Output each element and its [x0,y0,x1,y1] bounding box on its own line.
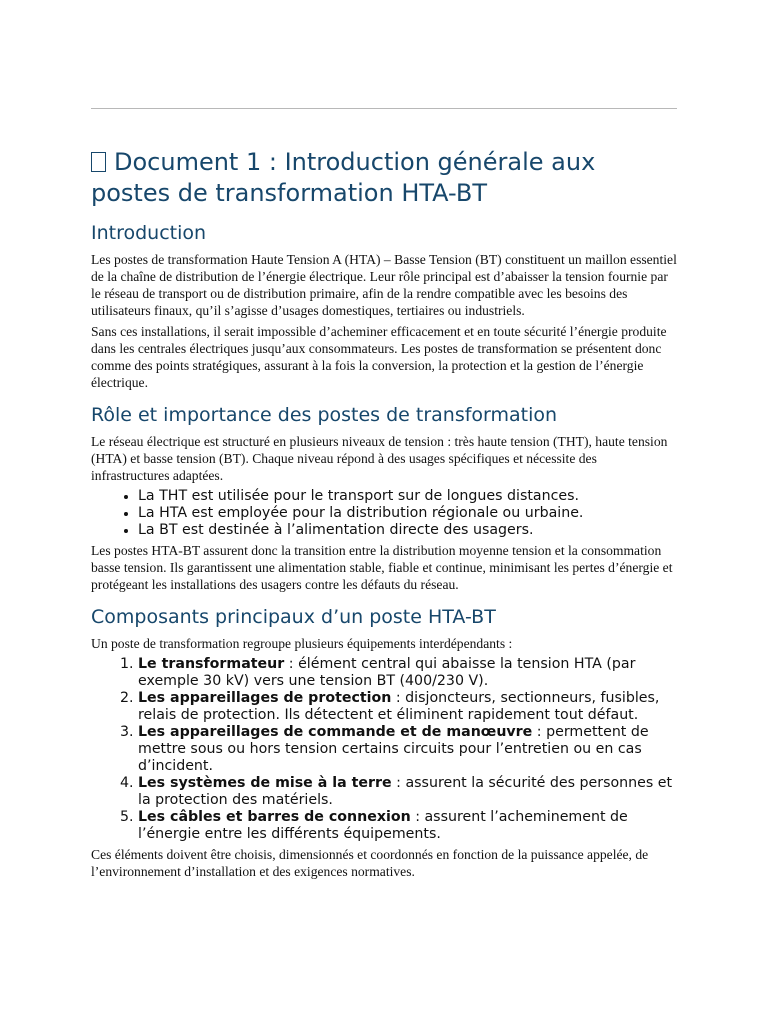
role-intro-paragraph: Le réseau électrique est structuré en plusieurs niveaux de tension : très haute tension (THT), haute tension (HTA) et basse tension (BT). Chaque niveau répond à des usages spécifiques et nécessite des infrastructures adaptées. [91,434,668,483]
list-item [138,809,677,843]
intro-paragraph-1: Les postes de transformation Haute Tension A (HTA) – Basse Tension (BT) constituent un maillon essentiel de la chaîne de distribution de l’énergie électrique. Leur rôle principal est d’abaisser la tension fournie par le réseau de transport ou de distribution primaire, afin de la rendre compatible avec les besoins des utilisateurs finaux, qu’il s’agisse d’usages domestiques, tertiaires ou industriels. [91,252,677,318]
component-desc: : assurent l’acheminement de l’énergie entre les différents équipements. [138,809,628,842]
list-item [138,724,677,775]
list-item: • La THT est utilisée pour le transport sur de longues distances. [138,488,677,505]
role-outro-paragraph: Les postes HTA-BT assurent donc la transition entre la distribution moyenne tension et la consommation basse tension. Ils garantissent une alimentation stable, fiable et continue, minimisant les pertes d’énergie et protégeant les installations des usagers contre les défauts du réseau. [91,543,673,592]
component-term: Les câbles et barres de connexion [138,809,411,825]
document-icon [91,152,106,172]
components-outro-paragraph: Ces éléments doivent être choisis, dimensionnés et coordonnés en fonction de la puissance appelée, de l’environnement d’installation et des exigences normatives. [91,847,649,879]
component-term: Les systèmes de mise à la terre [138,775,392,791]
voltage-levels-list [91,488,677,539]
component-desc: : permettent de mettre sous ou hors tension certains circuits pour l’entretien ou en cas d’incident. [138,724,649,774]
components-intro-paragraph: Un poste de transformation regroupe plusieurs équipements interdépendants : [91,636,513,651]
component-desc: : assurent la sécurité des personnes et la protection des matériels. [138,775,673,808]
list-item [138,690,677,724]
component-term: Les appareillages de protection [138,690,392,706]
component-term: Le transformateur [138,656,285,672]
list-item: • La BT est destinée à l’alimentation directe des usagers. [138,522,677,539]
component-desc: : disjoncteurs, sectionneurs, fusibles, relais de protection. Ils détectent et éliminent rapidement tout défaut. [138,690,660,723]
section-heading-components: Composants principaux d’un poste HTA-BT [91,606,496,628]
top-divider [91,108,677,109]
section-heading-role: Rôle et importance des postes de transformation [91,404,558,426]
list-item [138,656,677,690]
document-title [91,147,677,209]
component-desc: : élément central qui abaisse la tension HTA (par exemple 30 kV) vers une tension BT (400/230 V). [138,656,636,689]
components-list [91,656,677,843]
list-item [138,775,677,809]
list-item: • La HTA est employée pour la distribution régionale ou urbaine. [138,505,677,522]
component-term: Les appareillages de commande et de manœuvre [138,724,533,740]
section-heading-introduction: Introduction [91,222,207,244]
document-page [91,0,677,884]
document-title-text: Document 1 : Introduction générale aux postes de transformation HTA-BT [91,148,596,207]
intro-paragraph-2: Sans ces installations, il serait impossible d’acheminer efficacement et en toute sécurité l’énergie produite dans les centrales électriques jusqu’aux consommateurs. Les postes de transformation se présentent donc comme des points stratégiques, assurant à la fois la conversion, la protection et la gestion de l’énergie électrique. [91,324,667,390]
